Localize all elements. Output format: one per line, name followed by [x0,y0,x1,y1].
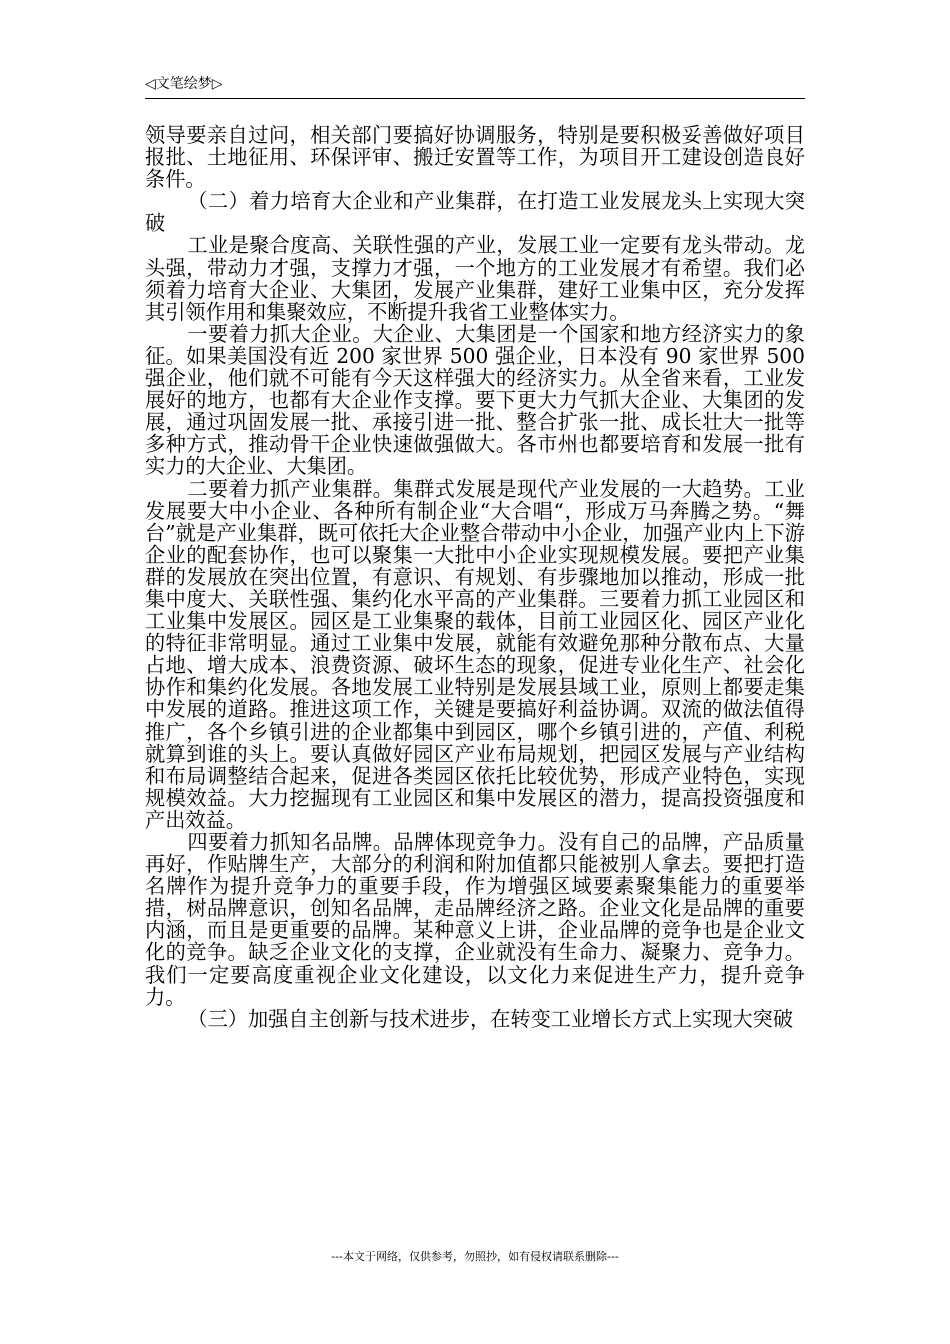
document-body [145,124,805,1030]
header-logo: ◁文笔绘梦▷ [145,76,223,92]
section-heading-2: （二）着力培育大企业和产业集群，在打造工业发展龙头上实现大突破 [145,189,805,236]
paragraph-large-enterprises: 一要着力抓大企业。大企业、大集团是一个国家和地方经济实力的象征。如果美国没有近 200 家世界 500 强企业，日本没有 90 家世界 500 强企业，他们就不可能有今天这样强大的经济实力。从全省来看，工业发展好的地方，也都有大企业作支撑。要下更大力气抓大企业、大集团的发展，通过巩固发展一批、承接引进一批、整合扩张一批、成长壮大一批等多种方式，推动骨干企业快速做强做大。各市州也都要培育和发展一批有实力的大企业、大集团。 [145,321,805,479]
paragraph-project-conditions: 领导要亲自过问，相关部门要搞好协调服务，特别是要积极妥善做好项目报批、土地征用、环保评审、搬迁安置等工作，为项目开工建设创造良好条件。 [145,123,805,192]
page-header [145,70,805,99]
section-heading-3: （三）加强自主创新与技术进步，在转变工业增长方式上实现大突破 [187,1006,794,1031]
page-footer: ---本文于网络，仅供参考，勿照抄，如有侵权请联系删除--- [331,1250,619,1263]
paragraph-brands: 四要着力抓知名品牌。品牌体现竞争力。没有自己的品牌，产品质量再好，作贴牌生产，大部分的利润和附加值都只能被别人拿去。要把打造名牌作为提升竞争力的重要手段，作为增强区域要素聚集能力的重要举措，树品牌意识，创知名品牌，走品牌经济之路。企业文化是品牌的重要内涵，而且是更重要的品牌。某种意义上讲，企业品牌的竞争也是企业文化的竞争。缺乏企业文化的支撑，企业就没有生命力、凝聚力、竞争力。我们一定要高度重视企业文化建设，以文化力来促进生产力，提升竞争力。 [145,830,805,1009]
paragraph-industrial-clusters: 二要着力抓产业集群。集群式发展是现代产业发展的一大趋势。工业发展要大中小企业、各种所有制企业“大合唱“，形成万马奔腾之势。“舞台”就是产业集群，既可依托大企业整合带动中小企业，加强产业内上下游企业的配套协作，也可以聚集一大批中小企业实现规模发展。要把产业集群的发展放在突出位置，有意识、有规划、有步骤地加以推动，形成一批集中度大、关联性强、集约化水平高的产业集群。三要着力抓工业园区和工业集中发展区。园区是工业集聚的载体，目前工业园区化、园区产业化的特征非常明显。通过工业集中发展，就能有效避免那种分散布点、大量占地、增大成本、浪费资源、破坏生态的现象，促进专业化生产、社会化协作和集约化发展。各地发展工业特别是发展县域工业，原则上都要走集中发展的道路。推进这项工作，关键是要搞好利益协调。双流的做法值得推广，各个乡镇引进的企业都集中到园区，哪个乡镇引进的，产值、利税就算到谁的头上。要认真做好园区产业布局规划，把园区发展与产业结构和布局调整结合起来，促进各类园区依托比较优势，形成产业特色，实现规模效益。大力挖掘现有工业园区和集中发展区的潜力，提高投资强度和产出效益。 [145,476,805,832]
paragraph-industry-leaders: 工业是聚合度高、关联性强的产业，发展工业一定要有龙头带动。龙头强，带动力才强，支撑力才强，一个地方的工业发展才有希望。我们必须着力培育大企业、大集团，发展产业集群，建好工业集中区，充分发挥其引领作用和集聚效应，不断提升我省工业整体实力。 [145,233,805,324]
